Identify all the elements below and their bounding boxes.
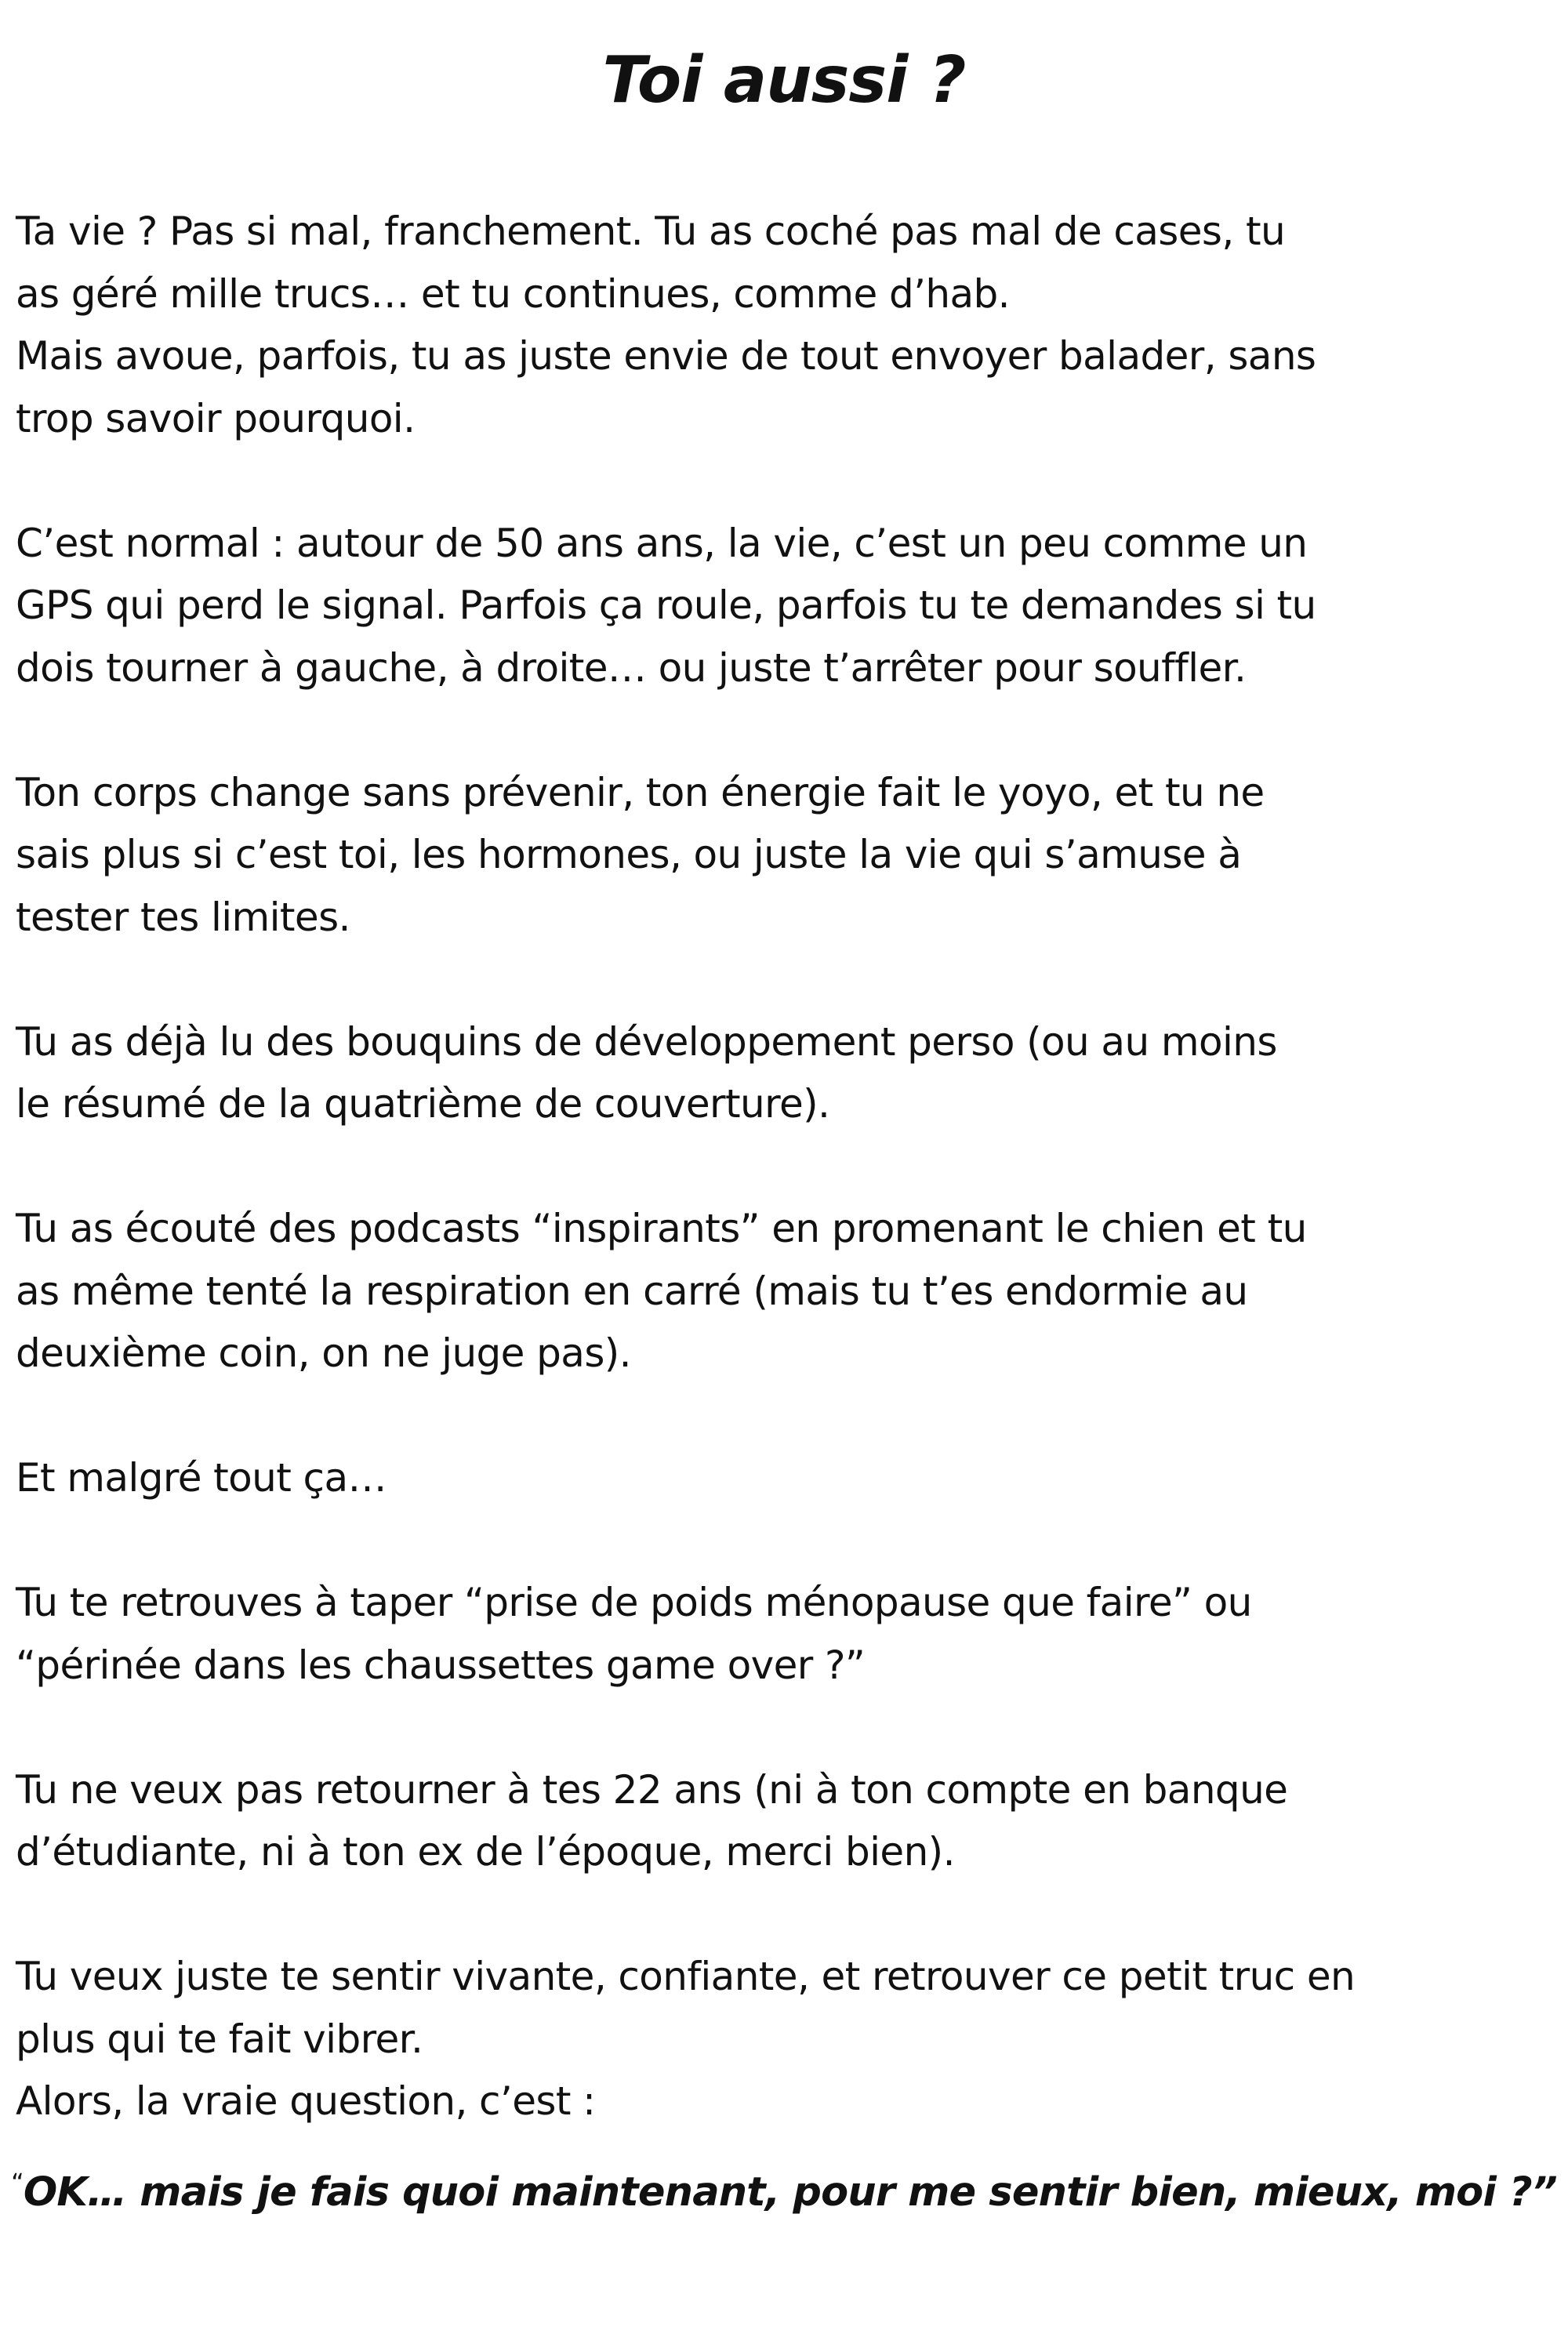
paragraph-books [16,1011,1552,1136]
quote-text: OK… mais je fais quoi maintenant, pour me sentir bien, mieux, moi ?” [23,2169,1557,2216]
paragraph-despite [16,1447,1552,1510]
paragraph-gps [16,513,1552,700]
paragraph-22-years [16,1759,1552,1884]
text-line: Tu as déjà lu des bouquins de développement perso (ou au moins [16,1018,1277,1065]
paragraph-searches [16,1572,1552,1697]
text-line: Tu veux juste te sentir vivante, confiante, et retrouver ce petit truc en [16,1954,1356,1999]
page-title: Toi aussi ? [602,43,966,118]
text-line: deuxième coin, on ne juge pas). [16,1330,631,1376]
paragraph-question [16,1946,1552,2133]
text-line: sais plus si c’est toi, les hormones, ou juste la vie qui s’amuse à [16,832,1242,877]
text-line: plus qui te fait vibrer. [16,2016,423,2062]
paragraph-body-changes [16,762,1552,949]
paragraph-life [16,201,1552,450]
text-line: trop savoir pourquoi. [16,395,416,441]
text-line: Ton corps change sans prévenir, ton énergie fait le yoyo, et tu ne [16,769,1265,815]
text-line: Mais avoue, parfois, tu as juste envie de tout envoyer balader, sans [16,333,1316,379]
paragraph-podcasts [16,1198,1552,1385]
text-line: dois tourner à gauche, à droite… ou juste t’arrêter pour souffler. [16,644,1247,691]
body-text [16,201,1552,2195]
text-line: Tu as écouté des podcasts “inspirants” en promenant le chien et tu [16,1206,1307,1251]
text-line: Tu ne veux pas retourner à tes 22 ans (ni à ton compte en banque [16,1766,1288,1813]
text-line: as même tenté la respiration en carré (mais tu t’es endormie au [16,1268,1248,1314]
text-line: d’étudiante, ni à ton ex de l’époque, merci bien). [16,1829,955,1875]
quote-open-mark: “ [11,2168,24,2198]
text-line: Tu te retrouves à taper “prise de poids ménopause que faire” ou [16,1580,1252,1625]
text-line: Alors, la vraie question, c’est : [16,2078,596,2124]
text-line: Ta vie ? Pas si mal, franchement. Tu as coché pas mal de cases, tu [16,209,1286,254]
text-line: C’est normal : autour de 50 ans ans, la vie, c’est un peu comme un [16,520,1308,566]
text-line: le résumé de la quatrième de couverture). [16,1081,830,1127]
text-line: as géré mille trucs… et tu continues, comme d’hab. [16,270,1010,317]
text-line: “périnée dans les chaussettes game over ?” [16,1642,866,1688]
text-line: Et malgré tout ça… [16,1455,387,1501]
text-line: GPS qui perd le signal. Parfois ça roule, parfois tu te demandes si tu [16,583,1316,628]
text-line: tester tes limites. [16,894,350,940]
closing-quote [0,2151,1568,2224]
